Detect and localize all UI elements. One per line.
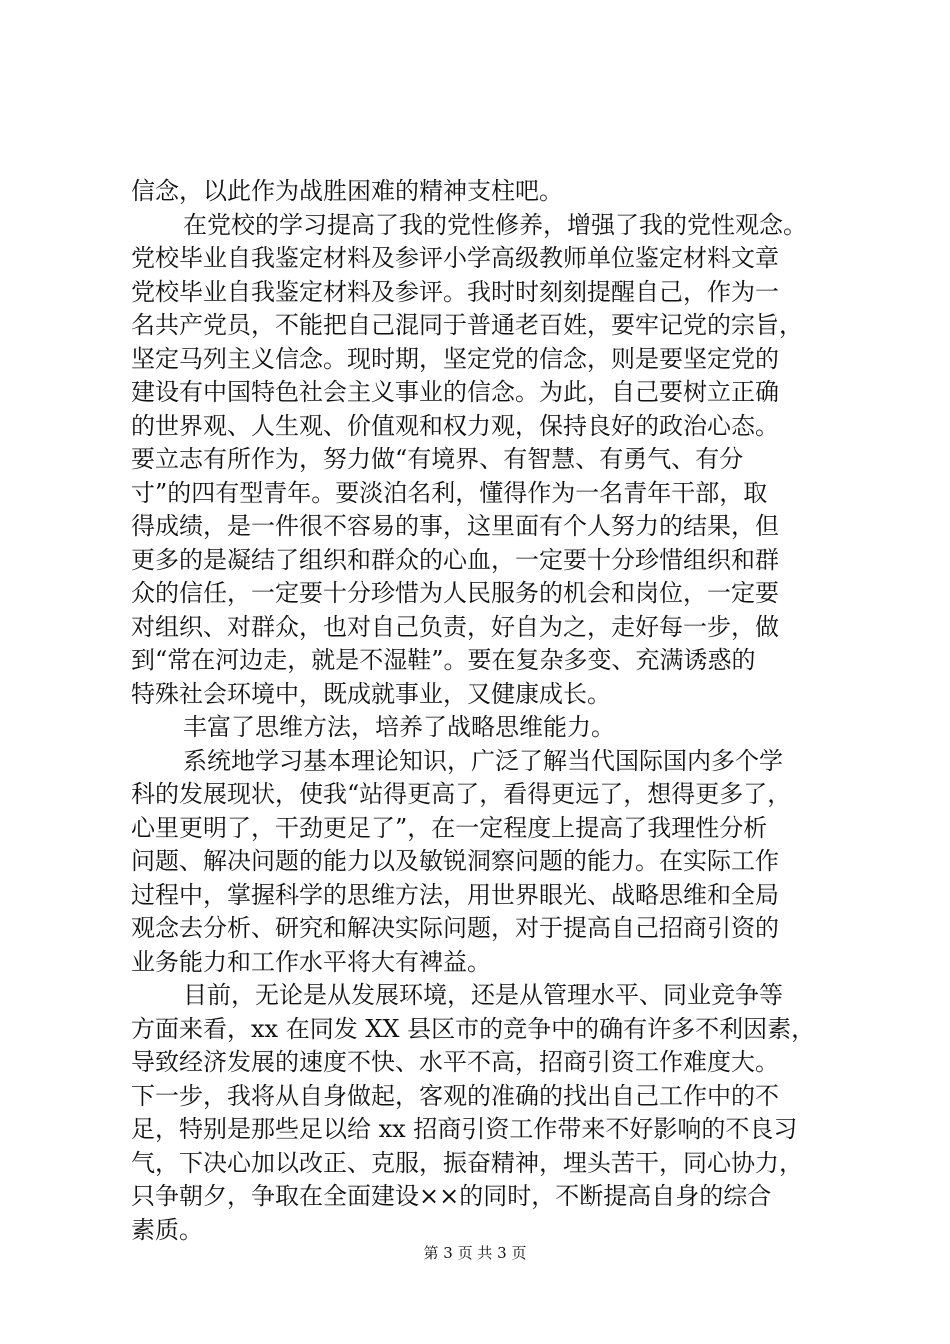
paragraph-start-line: 系统地学习基本理论知识，广泛了解当代国际国内多个学	[183, 746, 783, 775]
text-line: 要立志有所作为，努力做“有境界、有智慧、有勇气、有分	[131, 445, 744, 473]
text-line: 到“常在河边走，就是不湿鞋”。要在复杂多变、充满诱惑的	[131, 646, 756, 674]
text-line: 问题、解决问题的能力以及敏锐洞察问题的能力。在实际工作	[131, 847, 779, 875]
text-line: 名共产党员，不能把自己混同于普通老百姓，要牢记党的宗旨，	[131, 311, 803, 339]
text-line: 业务能力和工作水平将大有裨益。	[131, 947, 491, 976]
text-line: 的世界观、人生观、价值观和权力观，保持良好的政治心态。	[131, 411, 779, 440]
text-line: 信念，以此作为战胜困难的精神支柱吧。	[131, 177, 563, 205]
text-line: 下一步，我将从自身做起，客观的准确的找出自己工作中的不	[131, 1081, 779, 1110]
text-line: 足，特别是那些足以给 xx 招商引资工作带来不好影响的不良习	[131, 1115, 798, 1143]
text-line: 方面来看，xx 在同发 XX 县区市的竞争中的确有许多不利因素，	[131, 1014, 816, 1043]
text-line: 科的发展现状，使我“站得更高了，看得更远了，想得更多了，	[131, 780, 792, 808]
paragraph-start-line: 丰富了思维方法，培养了战略思维能力。	[183, 713, 615, 741]
text-line: 素质。	[131, 1215, 203, 1244]
page-footer	[0, 1243, 950, 1263]
text-line: 党校毕业自我鉴定材料及参评。我时时刻刻提醒自己，作为一	[131, 277, 779, 306]
text-line: 寸”的四有型青年。要淡泊名利，懂得作为一名青年干部，取	[131, 478, 768, 507]
text-line: 得成绩，是一件很不容易的事，这里面有个人努力的结果，但	[131, 512, 779, 540]
text-line: 心里更明了，干劲更足了”，在一定程度上提高了我理性分析	[131, 813, 768, 842]
text-line: 气，下决心加以改正、克服，振奋精神，埋头苦干，同心协力，	[131, 1148, 803, 1177]
text-line: 更多的是凝结了组织和群众的心血，一定要十分珍惜组织和群	[131, 545, 779, 574]
text-line: 观念去分析、研究和解决实际问题，对于提高自己招商引资的	[131, 914, 779, 942]
text-line: 众的信任，一定要十分珍惜为人民服务的机会和岗位，一定要	[131, 579, 779, 607]
text-line: 建设有中国特色社会主义事业的信念。为此，自己要树立正确	[131, 378, 779, 406]
text-line: 过程中，掌握科学的思维方法，用世界眼光、战略思维和全局	[131, 880, 779, 909]
text-line: 坚定马列主义信念。现时期，坚定党的信念，则是要坚定党的	[131, 344, 779, 373]
text-line: 导致经济发展的速度不快、水平不高，招商引资工作难度大。	[131, 1048, 779, 1076]
paragraph-start-line: 目前，无论是从发展环境，还是从管理水平、同业竞争等	[183, 981, 783, 1009]
paragraph-start-line: 在党校的学习提高了我的党性修养，增强了我的党性观念。	[183, 210, 807, 239]
text-line: 只争朝夕，争取在全面建设××的同时，不断提高自身的综合	[131, 1182, 772, 1210]
page-number-label: 第 3 页 共 3 页	[423, 1244, 527, 1262]
text-line: 党校毕业自我鉴定材料及参评小学高级教师单位鉴定材料文章	[131, 244, 779, 272]
document-body	[131, 175, 831, 1247]
text-line: 对组织、对群众，也对自己负责，好自为之，走好每一步，做	[131, 612, 779, 641]
text-line: 特殊社会环境中，既成就事业，又健康成长。	[131, 679, 611, 708]
